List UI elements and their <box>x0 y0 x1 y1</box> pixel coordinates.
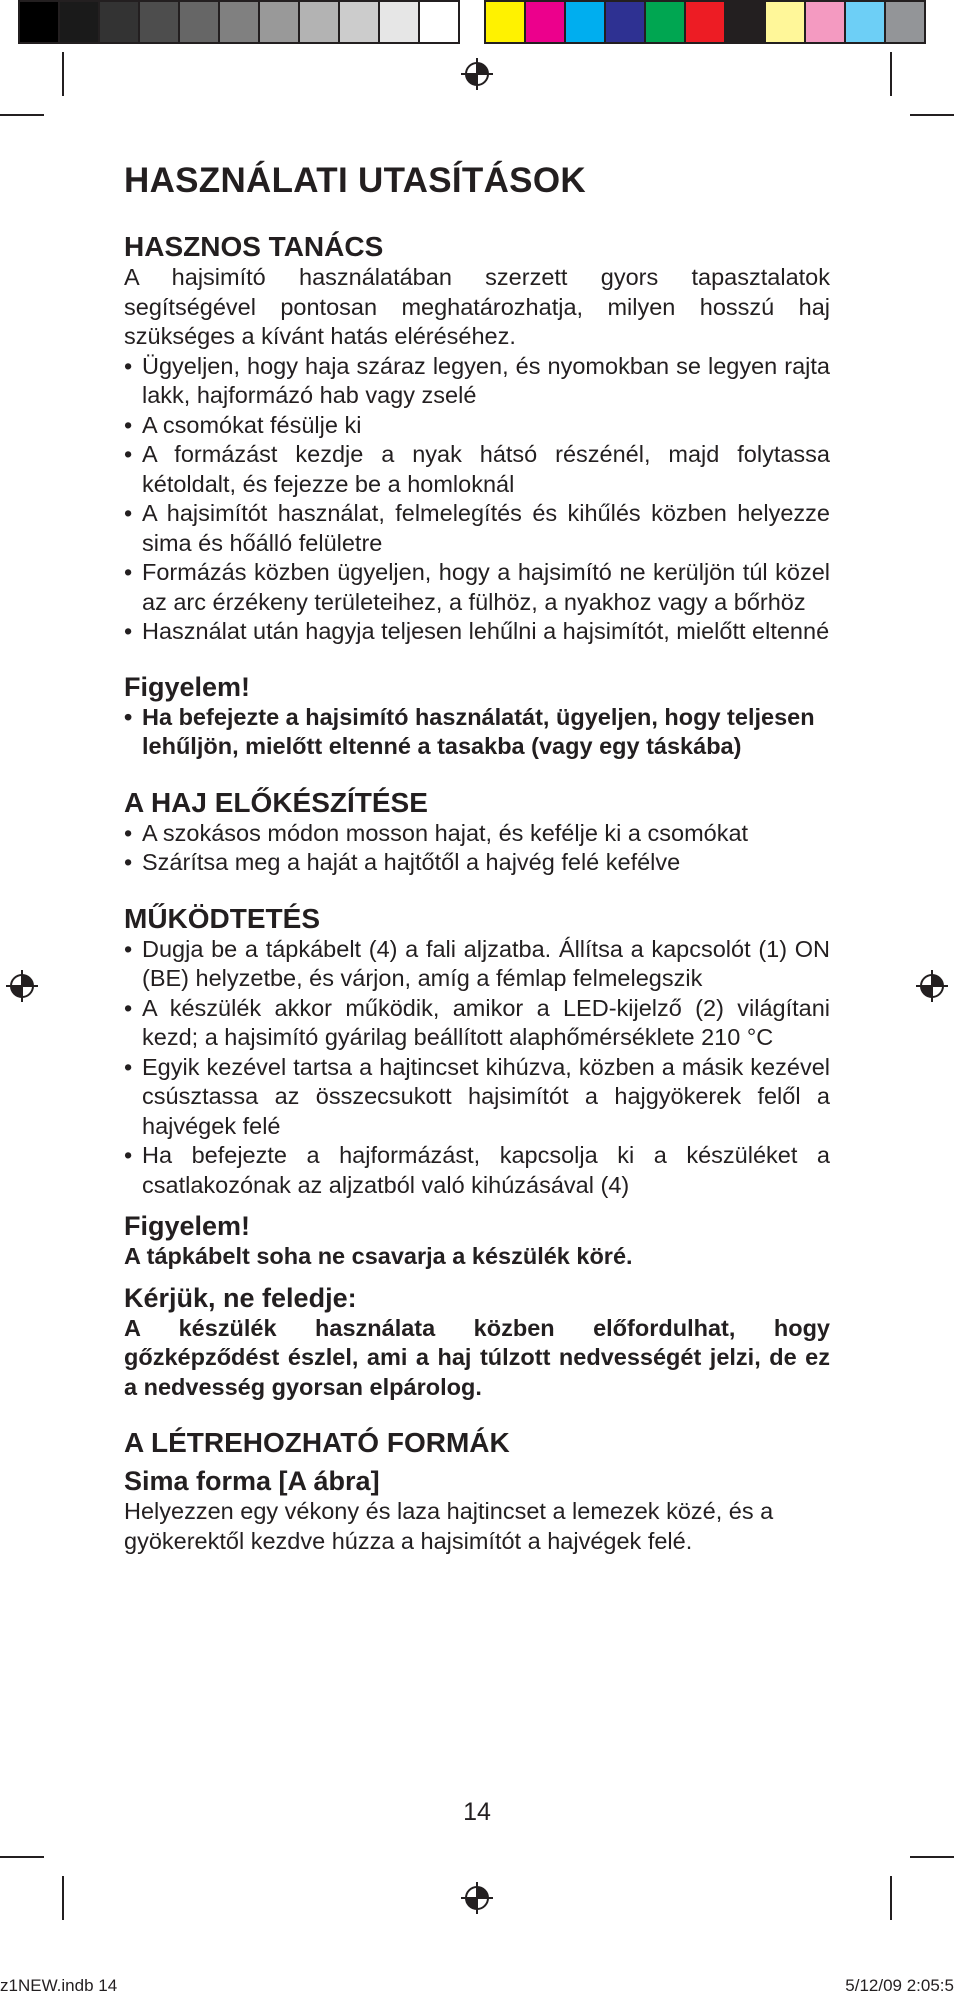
shapes-heading: A LÉTREHOZHATÓ FORMÁK <box>124 1427 510 1458</box>
crop-mark-top-left <box>62 52 64 96</box>
page-content <box>124 160 830 1556</box>
slug-timestamp: 5/12/09 2:05:5 <box>845 1976 954 1995</box>
color-swatch <box>178 0 218 44</box>
color-swatch <box>98 0 138 44</box>
list-item: • Egyik kezével tartsa a hajtincset kihúzva, közben a másik kezével csúsztassa az összecsukott hajsimítót a hajgyökerek felől a hajvégek felé <box>124 1053 830 1142</box>
note-text: A készülék használata közben előfordulhat, hogy gőzképződést észlel, ami a haj túlzott nedvességét jelzi, de ez a nedvesség gyorsan elpárolog. <box>124 1314 830 1400</box>
color-swatch <box>418 0 460 44</box>
operation-heading: MŰKÖDTETÉS <box>124 902 320 934</box>
color-swatch <box>564 0 604 44</box>
page-number: 14 <box>463 1798 491 1826</box>
crop-mark-bottom-left <box>62 1876 64 1920</box>
crosshair-target-icon <box>461 1882 493 1914</box>
color-swatch <box>764 0 804 44</box>
list-item: • A formázást kezdje a nyak hátsó részénél, majd folytassa kétoldalt, és fejezze be a homloknál <box>124 440 830 499</box>
color-swatch <box>804 0 844 44</box>
color-swatch <box>844 0 884 44</box>
warning-heading: Figyelem! <box>124 671 251 702</box>
crop-mark-bottom-right-h <box>910 1856 954 1858</box>
list-item: • A szokásos módon mosson hajat, és kefélje ki a csomókat <box>124 819 830 849</box>
color-swatch <box>18 0 58 44</box>
color-swatch <box>724 0 764 44</box>
operation-list <box>124 935 830 1201</box>
list-item: • Ha befejezte a hajformázást, kapcsolja ki a készüléket a csatlakozónak az aljzatból való kihúzásával (4) <box>124 1141 830 1200</box>
warning-list <box>124 703 830 762</box>
color-swatch <box>644 0 684 44</box>
list-item: • Formázás közben ügyeljen, hogy a hajsimító ne kerüljön túl közel az arc érzékeny területeihez, a fülhöz, a nyakhoz vagy a bőrhöz <box>124 558 830 617</box>
color-swatch <box>258 0 298 44</box>
color-swatch <box>298 0 338 44</box>
page-title: HASZNÁLATI UTASÍTÁSOK <box>124 161 586 200</box>
list-item: • Szárítsa meg a haját a hajtőtől a hajvég felé kefélve <box>124 848 830 878</box>
prep-heading: A HAJ ELŐKÉSZÍTÉSE <box>124 786 428 818</box>
note-heading: Kérjük, ne feledje: <box>124 1282 357 1313</box>
color-swatch <box>58 0 98 44</box>
tip-intro: A hajsimító használatában szerzett gyors tapasztalatok segítségével pontosan meghatározhatja, milyen hosszú haj szükséges a kívánt hatás eléréséhez. <box>124 264 830 349</box>
warning-text: A tápkábelt soha ne csavarja a készülék köré. <box>124 1243 633 1269</box>
list-item: • A hajsimítót használat, felmelegítés és kihűlés közben helyezze sima és hőálló felületre <box>124 499 830 558</box>
color-swatch <box>138 0 178 44</box>
crop-mark-top-right <box>890 52 892 96</box>
shapes-text: Helyezzen egy vékony és laza hajtincset a lemezek közé, és a gyökerektől kezdve húzza a hajsimítót a hajvégek felé. <box>124 1498 774 1554</box>
color-swatch <box>218 0 258 44</box>
tip-list <box>124 352 830 647</box>
list-item: • A csomókat fésülje ki <box>124 411 830 441</box>
crop-mark-bottom-left-h <box>0 1856 44 1858</box>
color-swatch <box>484 0 524 44</box>
color-swatch <box>378 0 418 44</box>
color-swatch <box>604 0 644 44</box>
crosshair-target-icon <box>6 970 38 1002</box>
crosshair-target-icon <box>916 970 948 1002</box>
color-swatch <box>524 0 564 44</box>
list-item: • Ügyeljen, hogy haja száraz legyen, és nyomokban se legyen rajta lakk, hajformázó hab vagy zselé <box>124 352 830 411</box>
crop-mark-top-right-h <box>910 114 954 116</box>
list-item: • Dugja be a tápkábelt (4) a fali aljzatba. Állítsa a kapcsolót (1) ON (BE) helyzetbe, és várjon, amíg a fémlap felmelegszik <box>124 935 830 994</box>
prep-list <box>124 819 830 878</box>
crosshair-target-icon <box>461 58 493 90</box>
color-swatch <box>884 0 926 44</box>
crop-mark-top-left-h <box>0 114 44 116</box>
color-swatch <box>684 0 724 44</box>
list-item: • Használat után hagyja teljesen lehűlni a hajsimítót, mielőtt eltenné <box>124 617 830 647</box>
warning-heading: Figyelem! <box>124 1211 251 1241</box>
tip-heading: HASZNOS TANÁCS <box>124 231 384 262</box>
color-swatch <box>338 0 378 44</box>
cmyk-color-bar <box>484 0 926 44</box>
slug-filename: z1NEW.indb 14 <box>0 1976 118 1995</box>
grayscale-color-bar <box>18 0 460 44</box>
crop-mark-bottom-right <box>890 1876 892 1920</box>
list-item: • Ha befejezte a hajsimító használatát, ügyeljen, hogy teljesen lehűljön, mielőtt eltenné a tasakba (vagy egy táskába) <box>124 703 830 762</box>
list-item: • A készülék akkor működik, amikor a LED-kijelző (2) világítani kezd; a hajsimító gyárilag beállított alaphőmérséklete 210 °C <box>124 994 830 1053</box>
shapes-subheading: Sima forma [A ábra] <box>124 1466 380 1496</box>
